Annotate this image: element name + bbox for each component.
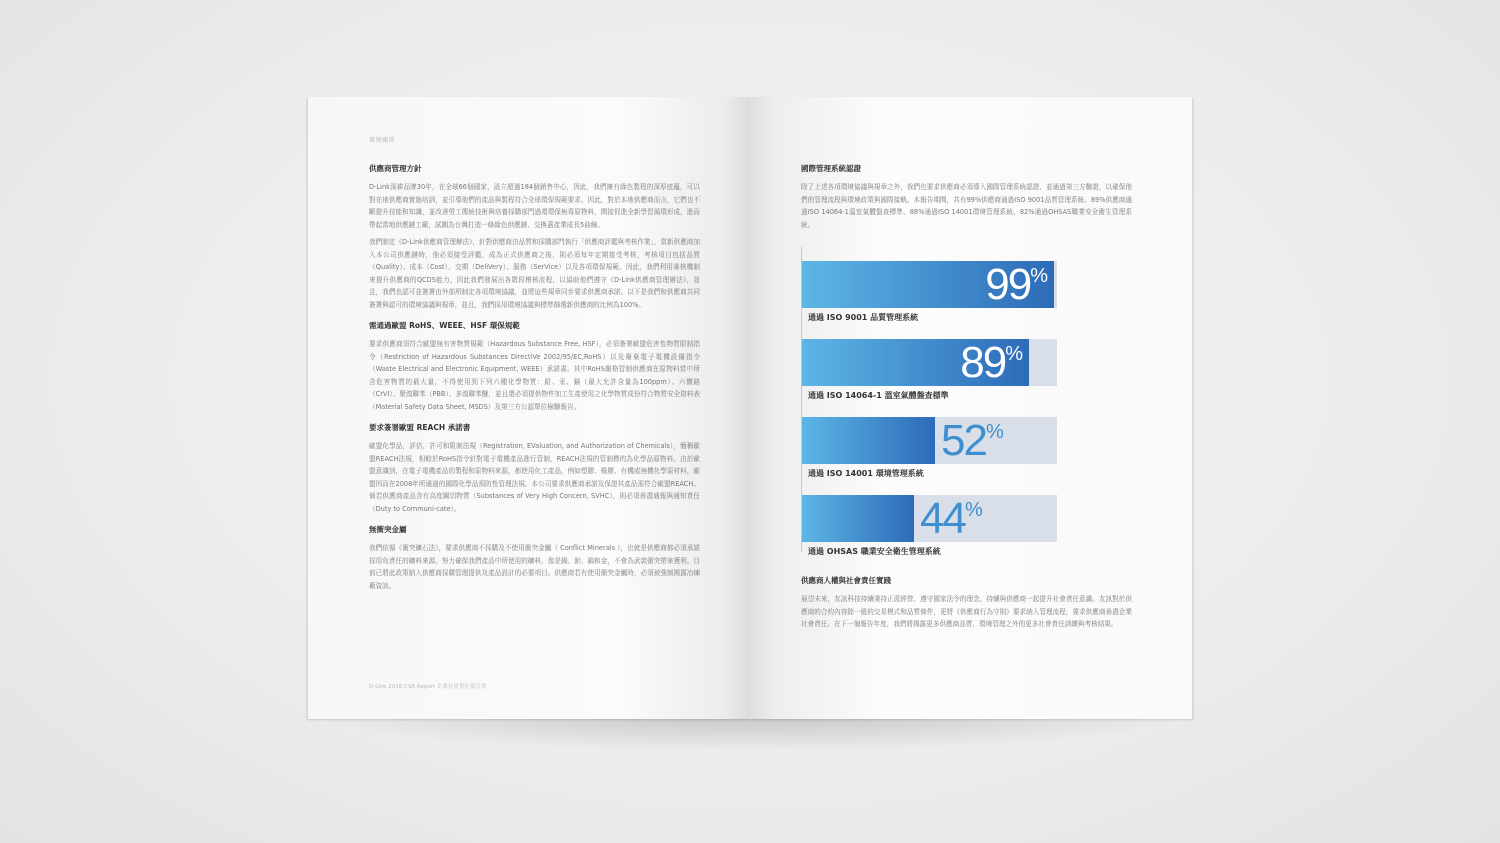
section-heading: 要求簽署歐盟 REACH 承諾書 bbox=[369, 423, 471, 432]
page-footer: D-Link 2016 CSR Report 企業社會責任報告書 bbox=[369, 684, 487, 690]
bar-category-label: 通過 ISO 9001 品質管理系統 bbox=[808, 313, 919, 322]
bar-value-label: 52% bbox=[941, 416, 1004, 465]
bar-value-label: 99% bbox=[985, 260, 1048, 309]
bar bbox=[802, 495, 914, 542]
bar-row bbox=[802, 247, 1057, 325]
body-paragraph: 除了上述各項環境協議與規章之外，我們也要求供應商必須導入國際管理系統認證，並通過第三方驗證，以確保他們的管理流程與環境政策與國際接軌。本報告期間，共有99%供應商通過ISO 9001品質管理系統、89%供應商通過ISO 14064-1溫室氣體盤查標準、88%通過ISO 14001環境管理系統、82%通過OHSAS職業安全衛生管理系統。 bbox=[801, 183, 1132, 229]
bar-category-label: 通過 OHSAS 職業安全衛生管理系統 bbox=[808, 547, 941, 556]
bar-row bbox=[802, 403, 1057, 481]
right-text-column-top bbox=[801, 163, 1132, 236]
body-paragraph: 展望未來，友訊科技持續秉持正派經營、遵守國家法令的理念，持續與供應商一起提升社會責任意識。友訊對於供應商的合約內容除一般的交易模式和品質條件，更將《供應商行為守則》要求納入管理流程，要求供應商善盡企業社會責任。在下一個報告年度，我們將揭露更多供應商品質、環境管理之外的更多社會責任訓練與考核結果。 bbox=[801, 595, 1132, 628]
running-head: 環境關係 bbox=[369, 137, 396, 144]
bar-row bbox=[802, 481, 1057, 559]
open-booklet bbox=[308, 97, 1192, 719]
section-heading: 需通過歐盟 RoHS、WEEE、HSF 環保規範 bbox=[369, 321, 520, 330]
body-paragraph: 要求供應商須符合歐盟無有害物質規範（Hazardous Substance Free, HSF），必須簽署歐盟危害性物質限制指令（Restriction of Hazardous Substances DirectiVe 2002/95/EC,RoHS）以及廢棄電子電機設備指令（Waste Electrical and Electronic Equipment, WEEE）承諾書。其中RoHS嚴格管制供應商在原物料當中所含危害物質的最大量，不得使用到下列六種化學物質：鉛、汞、鎘（最大允許含量為100ppm）、六價鉻（CrVI）、聚溴聯苯（PBB）、多溴聯苯醚，並且還必須提供物件加工生產使用之化學物質成份符合物質安全資料表（Material Safety Data Sheet, MSDS）及第三方公認單位檢驗報告。 bbox=[369, 340, 700, 411]
section-heading: 無衝突金屬 bbox=[369, 525, 407, 534]
bar bbox=[802, 417, 935, 464]
body-paragraph: 我們制定《D-Link供應商管理辦法》，針對供應商由品質和採購部門執行「供應商評鑑與考核作業」，當新供應商加入本公司供應鏈時，他必須接受評鑑，成為正式供應商之後，則必須每年定期接受考核，考核項目包括品質（Quality）、成本（Cost）、交期（DeliVery）、服務（SerVice）以及各項環保規範。因此，我們利用審核機制來提升供應商的QCDS能力，因此我們發展出各階段稽核流程，以協助他們遵守《D-Link供應商管理辦法》，並且，我們也認可並簽署由外部所制定各項環境協議，並將這些規章同步要求供應商承諾。以下是我們和供應商共同簽署與認可的環境協議與規章，並且，我們採用環境協議與標準篩選新供應商的比例為100%。 bbox=[369, 238, 700, 309]
bar-value-label: 44% bbox=[920, 494, 983, 543]
left-page bbox=[308, 97, 750, 719]
section-heading: 國際管理系統認證 bbox=[801, 164, 861, 173]
bar-value-label: 89% bbox=[960, 338, 1023, 387]
body-paragraph: D-Link深耕品牌30年，在全球66個國家，設立超過184個銷售中心，因此，我們擁有綠色製程的深厚底蘊，可以對在地供應商實施培訓，並引導他們的產品與製程符合全球環保規範要求。因此，對於本地供應商而言，它們也不斷提升技能和知識，並改善勞工傳統技術與培養採購部門過還環保無毒原物料，間接促進全新學習循環形成，進而帶起當地供應鏈工廠，試圖為台灣打造一條綠色供應鏈、交換蓋產業成長5曲線。 bbox=[369, 183, 700, 229]
body-paragraph: 我們依循《衝突礦石法》，要求供應商不採購及不使用衝突金屬（ Conflict Minerals ），也就是供應商都必須承諾採用負責任的礦料來源，努力確保我們產品中所使用的礦料，像是錫、鉭、鎢和金，不會為武裝衝突帶來獲利。目前已將此政策納入供應商採購管理提供及產品設計的必要項目。供應商若有使用衝突金屬時，必須被強制揭露冶煉廠資訊。 bbox=[369, 544, 700, 590]
section-heading: 供應商人權與社會責任實踐 bbox=[801, 576, 891, 585]
right-text-column-bottom bbox=[801, 575, 1132, 636]
left-text-column bbox=[369, 163, 700, 597]
section-heading: 供應商管理方針 bbox=[369, 164, 422, 173]
body-paragraph: 歐盟化學品，評估，許可和限制法規（Registration, EValuation, and Authorization of Chemicals），簡稱歐盟REACH法規，相較於RoHS指令針對電子電機產品進行管制，REACH法規的管制標的為化學品原物料。由於歐盟意識到，在電子電機產品的製程和原物料來源，都使用化工產品，例如塑膠、橡膠、有機或無機化學原材料，歐盟因而在2008年所通過的國際化學品預防性管理法規。本公司要求供應商承諾及保證其產品需符合歐盟REACH。倘若供應商產品含有高度關切物質（Substances of Very High Concern, SVHC），則必須善盡通報與通知責任（Duty to Communi-cate）。 bbox=[369, 442, 700, 513]
bar-category-label: 通過 ISO 14001 環境管理系統 bbox=[808, 469, 924, 478]
bar-row bbox=[802, 325, 1057, 403]
bar-category-label: 通過 ISO 14064-1 溫室氣體盤查標準 bbox=[808, 391, 949, 400]
